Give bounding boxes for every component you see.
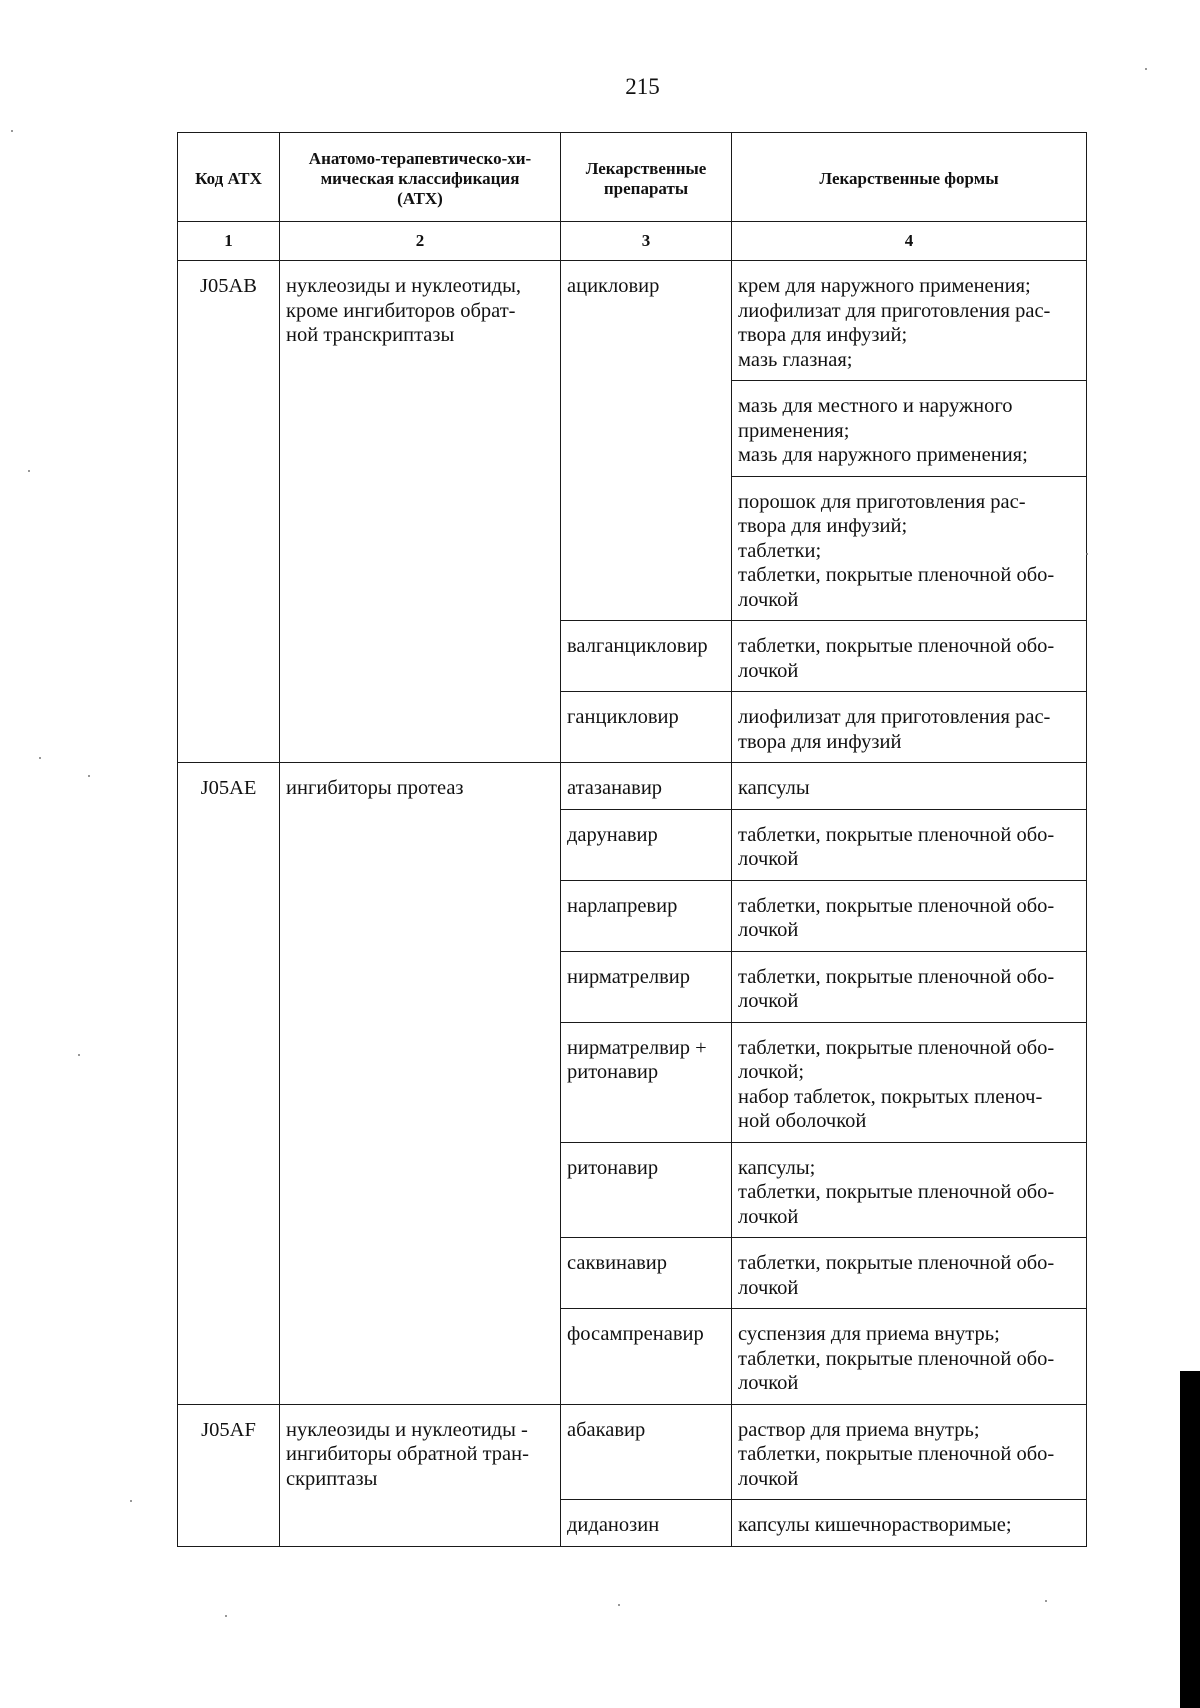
text-line: абакавир [567,1418,646,1441]
dosage-forms [732,692,1087,763]
drug-name [561,692,732,763]
table-header-row [178,133,1087,222]
text-line: лочкой [738,1372,799,1394]
text-line: (АТХ) [397,189,443,208]
text-line: таблетки, покрытые пленочной обо- [738,894,1055,917]
text-line: ганцикловир [567,706,679,728]
text-line: нуклеозиды и нуклеотиды, [286,275,521,297]
atc-classification [280,261,561,763]
atc-code: J05AE [178,763,280,1405]
column-number: 3 [561,222,732,261]
text-line: суспензия для приема внутрь; [738,1323,1000,1345]
text-line: мазь для местного и наружного [738,395,1013,417]
text-line: таблетки, покрытые пленочной обо- [738,1036,1055,1059]
text-line: таблетки, покрытые пленочной обо- [738,1252,1055,1274]
text-line: нирматрелвир + [567,1036,707,1059]
text-line: таблетки, покрытые пленочной обо- [738,564,1055,586]
drug-table [177,132,1087,1547]
text-line: лочкой [738,990,799,1012]
text-line: лочкой [738,919,799,941]
dosage-forms [732,1404,1087,1500]
text-line: нирматрелвир [567,965,690,988]
text-line: лочкой [738,1205,799,1228]
drug-name [561,1309,732,1405]
text-line: лочкой [738,1467,799,1490]
text-line: ацикловир [567,275,660,297]
text-line: крем для наружного применения; [738,275,1031,297]
text-line: твора для инфузий; [738,324,908,346]
table-row [178,763,1087,810]
column-header [732,133,1087,222]
text-line: таблетки, покрытые пленочной обо- [738,1443,1055,1465]
text-line: Лекарственные [585,159,707,178]
text-line: валганцикловир [567,635,708,657]
text-line: скриптазы [286,1467,378,1490]
column-number-row [178,222,1087,261]
text-line: таблетки, покрытые пленочной обо- [738,635,1055,657]
drug-name [561,1404,732,1500]
atc-code: J05AF [178,1404,280,1546]
drug-name [561,1142,732,1238]
text-line: диданозин [567,1514,660,1536]
table-row [178,1404,1087,1500]
drug-name [561,880,732,951]
text-line: ингибиторы обратной тран- [286,1443,529,1465]
drug-name [561,763,732,810]
dosage-forms [732,763,1087,810]
text-line: фосампренавир [567,1323,704,1345]
column-header [178,133,280,222]
text-line: лочкой; [738,1061,805,1083]
text-line: ной оболочкой [738,1110,867,1132]
text-line: нуклеозиды и нуклеотиды - [286,1418,528,1441]
dosage-forms [732,261,1087,381]
text-line: таблетки, покрытые пленочной обо- [738,1347,1055,1370]
text-line: порошок для приготовления рас- [738,490,1026,513]
text-line: таблетки, покрытые пленочной обо- [738,965,1055,988]
text-line: ингибиторы протеаз [286,777,464,799]
drug-name [561,809,732,880]
scan-edge-bar [1180,1371,1200,1708]
text-line: таблетки, покрытые пленочной обо- [738,1181,1055,1203]
page-number: 215 [625,74,660,99]
text-line: таблетки; [738,539,822,562]
text-line: препараты [603,179,689,198]
text-line: лочкой [738,1276,799,1299]
text-line: твора для инфузий [738,730,902,753]
text-line: кроме ингибиторов обрат- [286,299,516,322]
text-line: капсулы [738,777,810,799]
text-line: Код АТХ [195,169,262,188]
text-line: ной транскриптазы [286,324,455,346]
text-line: лиофилизат для приготовления рас- [738,706,1051,728]
text-line: мазь глазная; [738,348,853,371]
atc-classification [280,763,561,1405]
atc-code: J05AB [178,261,280,763]
drug-name [561,951,732,1022]
column-number: 2 [280,222,561,261]
drug-name [561,261,732,621]
text-line: набор таблеток, покрытых пленоч- [738,1085,1043,1108]
drug-name [561,1238,732,1309]
dosage-forms [732,951,1087,1022]
text-line: мическая классификация [320,169,520,188]
column-number: 4 [732,222,1087,261]
dosage-forms [732,1500,1087,1547]
text-line: применения; [738,419,850,442]
text-line: саквинавир [567,1252,668,1274]
dosage-forms [732,621,1087,692]
dosage-forms [732,1142,1087,1238]
text-line: мазь для наружного применения; [738,444,1028,466]
text-line: капсулы кишечнорастворимые; [738,1514,1012,1536]
text-line: лочкой [738,588,799,611]
drug-name [561,1500,732,1547]
text-line: ритонавир [567,1061,659,1083]
text-line: лочкой [738,848,799,870]
table-row [178,261,1087,381]
column-number: 1 [178,222,280,261]
text-line: твора для инфузий; [738,515,908,537]
text-line: лочкой [738,659,799,682]
text-line: Лекарственные формы [819,169,999,188]
drug-name [561,1022,732,1142]
atc-classification [280,1404,561,1546]
text-line: лиофилизат для приготовления рас- [738,299,1051,322]
dosage-forms [732,880,1087,951]
dosage-forms [732,381,1087,477]
text-line: Анатомо-терапевтическо-хи- [308,149,532,168]
text-line: капсулы; [738,1156,816,1179]
column-header [561,133,732,222]
dosage-forms [732,476,1087,621]
text-line: раствор для приема внутрь; [738,1418,980,1441]
table-body [178,261,1087,1547]
text-line: дарунавир [567,823,658,846]
dosage-forms [732,1238,1087,1309]
drug-name [561,621,732,692]
dosage-forms [732,1022,1087,1142]
dosage-forms [732,1309,1087,1405]
text-line: ритонавир [567,1156,659,1179]
text-line: нарлапревир [567,894,678,917]
text-line: атазанавир [567,777,663,799]
text-line: таблетки, покрытые пленочной обо- [738,823,1055,846]
column-header [280,133,561,222]
dosage-forms [732,809,1087,880]
